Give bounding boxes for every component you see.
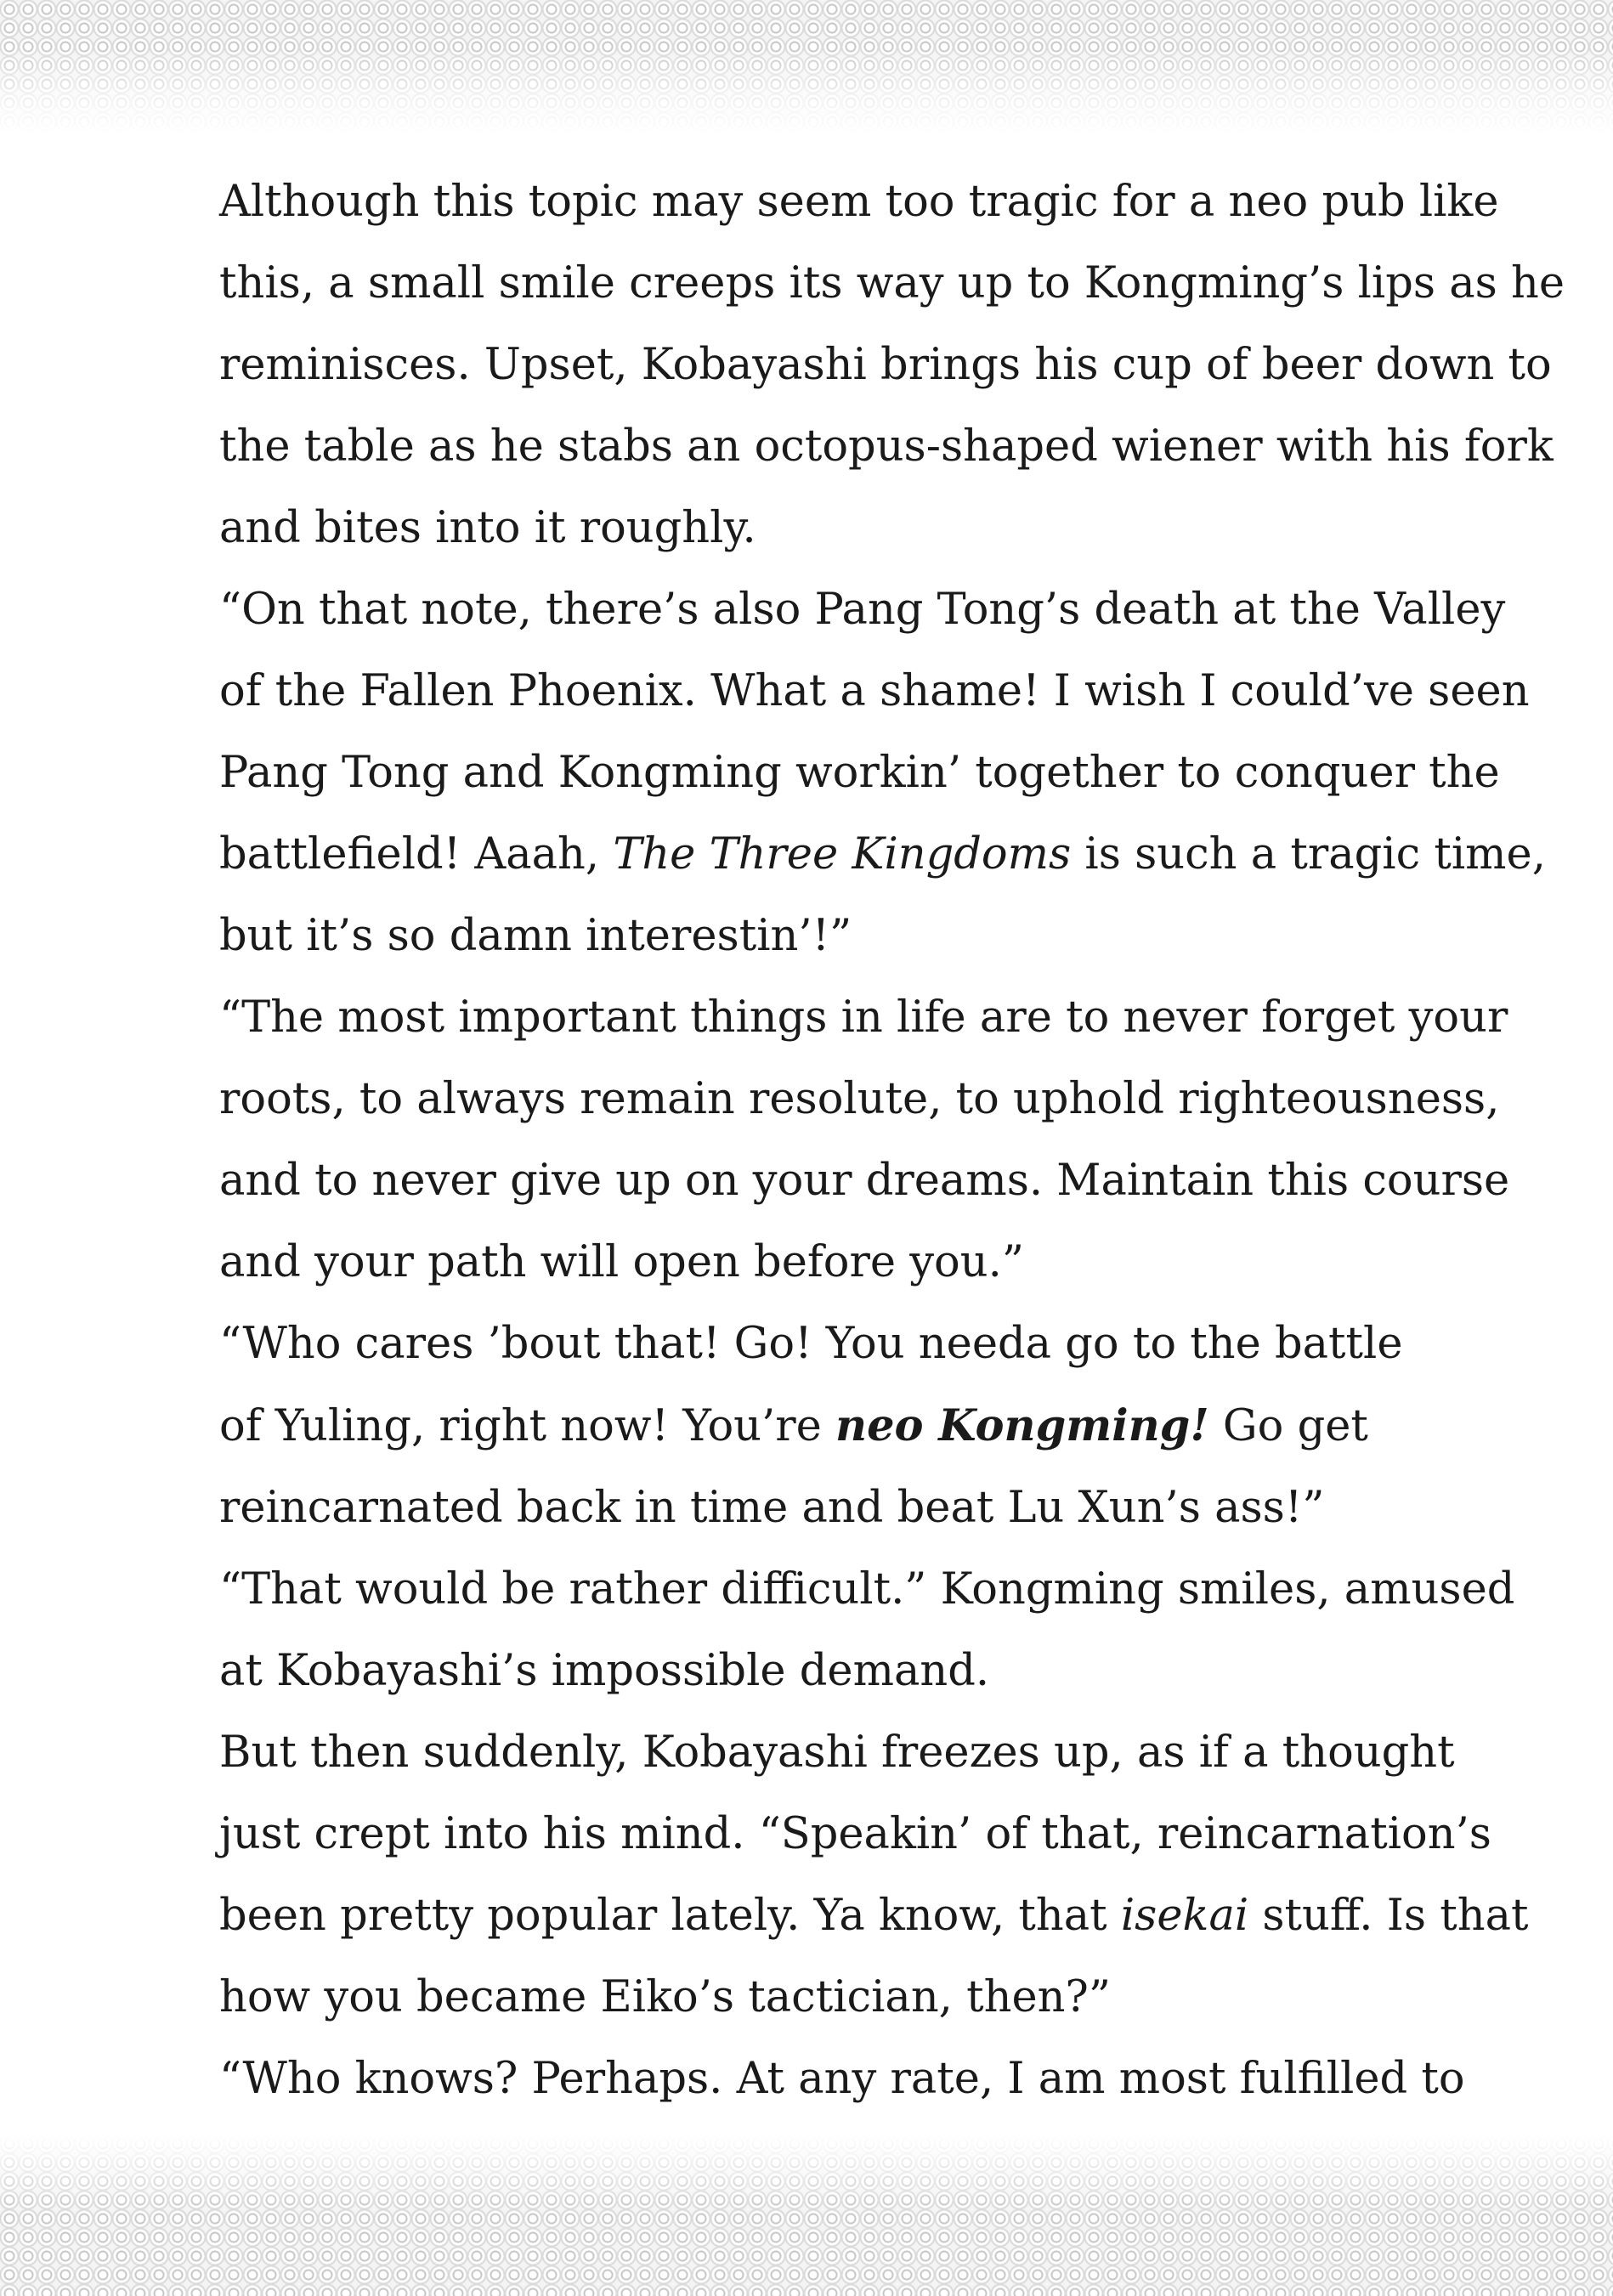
text-line: “The most important things in life are to never forget your [219, 992, 1508, 1043]
text-line [172, 1385, 1480, 1468]
text-line: “Who cares ’bout that! Go! You needa go to the battle [219, 1319, 1403, 1369]
text-line: and bites into it roughly. [219, 503, 756, 553]
paragraph-1 [172, 161, 1565, 569]
text-line: and to never give up on your dreams. Maintain this course [219, 1156, 1510, 1206]
paragraph-3 [172, 977, 1510, 1304]
paragraph-4 [172, 1304, 1480, 1549]
text-line: roots, to always remain resolute, to uphold righteousness, [219, 1074, 1500, 1124]
text-run: battlefield! Aaah, [219, 829, 614, 879]
text-run: Go get [1208, 1401, 1368, 1451]
emphasis-neo-kongming: neo Kongming! [835, 1400, 1209, 1451]
text-line: “Who knows? Perhaps. At any rate, I am most fulfilled to [219, 2054, 1465, 2104]
text-line: “That would be rather difficult.” Kongming smiles, amused [219, 1564, 1515, 1615]
book-title: The Three Kingdoms [613, 829, 1072, 879]
text-line: but it’s so damn interestin’!” [219, 911, 852, 961]
top-pattern-border [0, 0, 1613, 136]
text-line: Pang Tong and Kongming workin’ together to conquer the [219, 748, 1500, 798]
paragraph-6 [172, 1712, 1529, 2039]
text-line: But then suddenly, Kobayashi freezes up, as if a thought [219, 1728, 1455, 1778]
page-body-text [172, 161, 1565, 2120]
text-run: been pretty popular lately. Ya know, that [219, 1891, 1121, 1941]
text-line [172, 1875, 1529, 1957]
text-line: the table as he stabs an octopus-shaped wiener with his fork [219, 421, 1554, 472]
text-line [172, 814, 1546, 896]
text-line: reincarnated back in time and beat Lu Xun’s ass!” [219, 1483, 1325, 1533]
text-line: reminisces. Upset, Kobayashi brings his cup of beer down to [219, 340, 1552, 390]
emphasis-isekai: isekai [1120, 1891, 1249, 1941]
text-run: is such a tragic time, [1071, 829, 1546, 879]
bottom-pattern-border [0, 2135, 1613, 2296]
text-line: this, a small smile creeps its way up to Kongming’s lips as he [219, 258, 1565, 308]
text-line: Although this topic may seem too tragic for a neo pub like [219, 177, 1499, 227]
text-line: just crept into his mind. “Speakin’ of that, reincarnation’s [219, 1809, 1491, 1859]
text-line: of the Fallen Phoenix. What a shame! I wish I could’ve seen [219, 666, 1530, 716]
paragraph-2 [172, 569, 1546, 977]
text-line: how you became Eiko’s tactician, then?” [219, 1972, 1111, 2022]
paragraph-7 [172, 2039, 1480, 2120]
text-run: of Yuling, right now! You’re [219, 1401, 835, 1451]
paragraph-5 [172, 1549, 1515, 1712]
text-line: “On that note, there’s also Pang Tong’s death at the Valley [219, 585, 1506, 635]
text-run: stuff. Is that [1248, 1891, 1529, 1941]
text-line: and your path will open before you.” [219, 1237, 1024, 1287]
text-line: at Kobayashi’s impossible demand. [219, 1646, 990, 1696]
